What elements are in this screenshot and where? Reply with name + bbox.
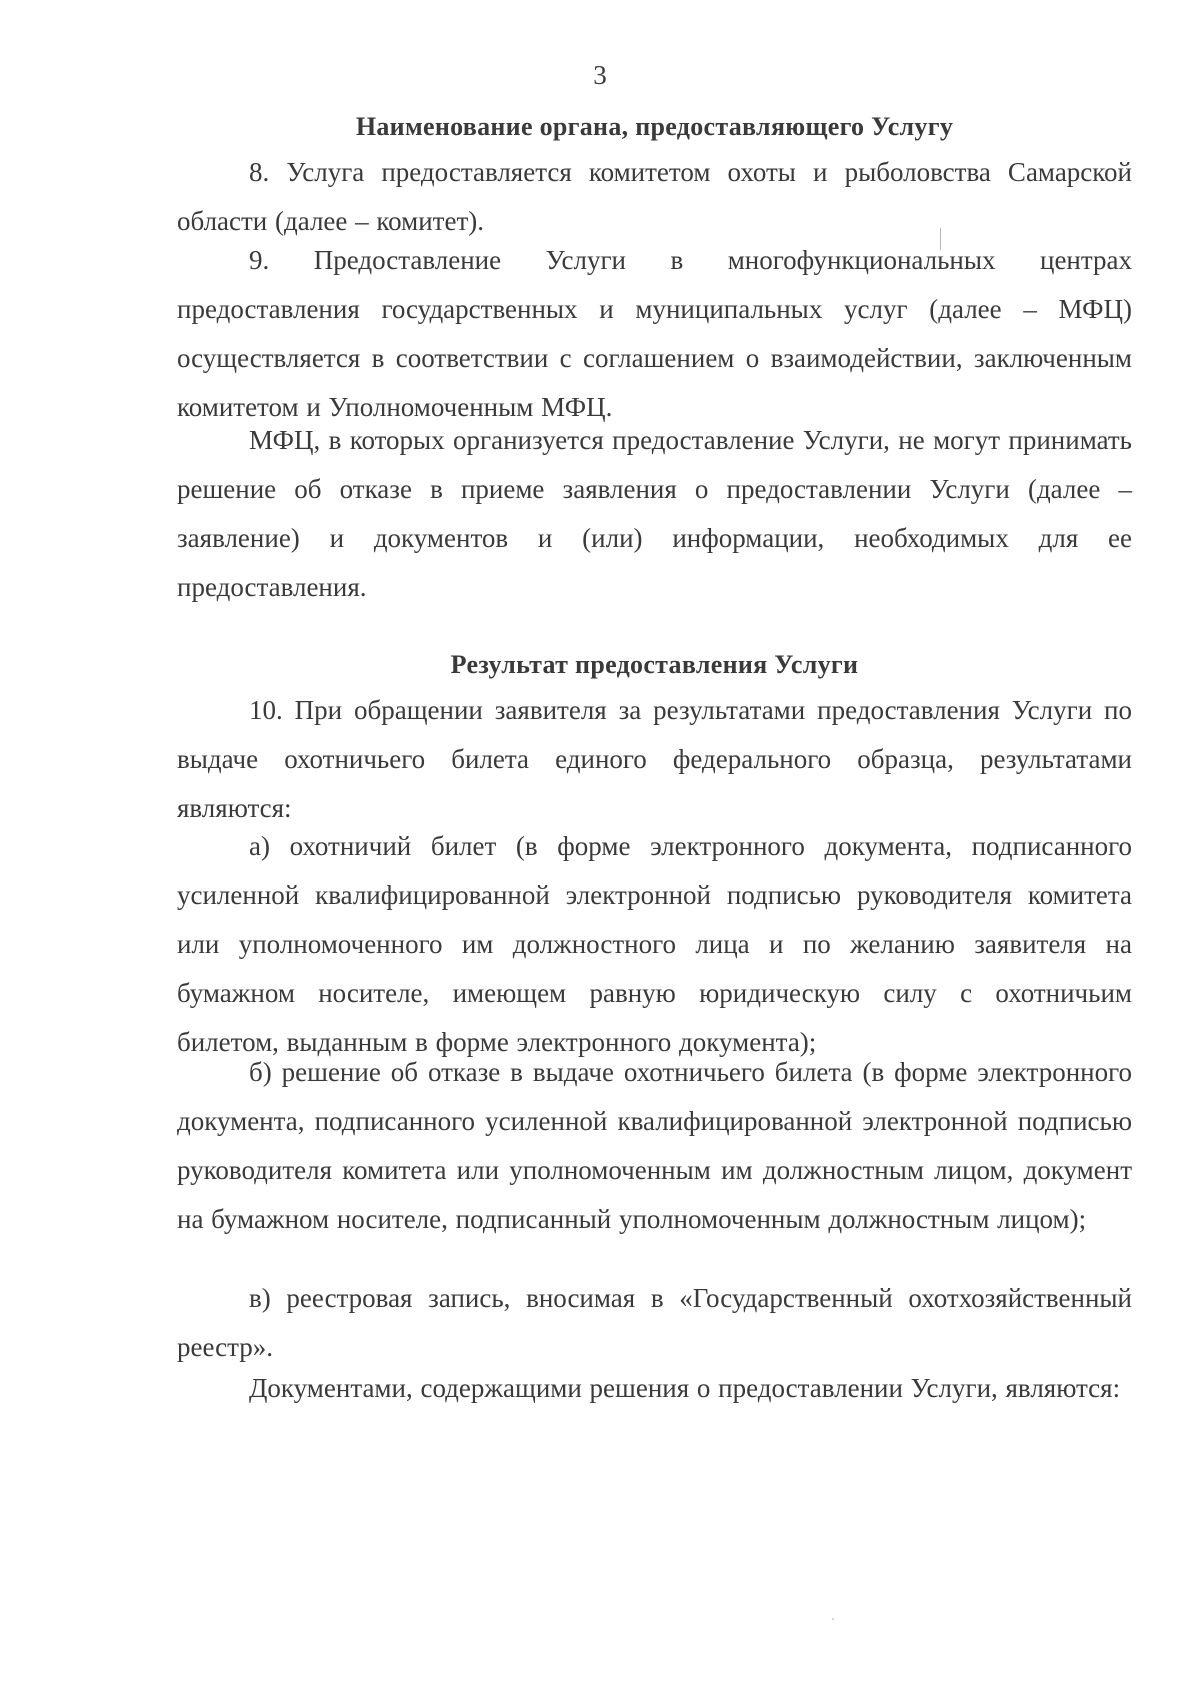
paragraph-10-a: а) охотничий билет (в форме электронного документа, подписанного усиленной квалифицированной электронной подписью руководителя комитета или уполномоченного им должностного лица и по желанию заявителя на бумажном носителе, имеющем равную юридическую силу с охотничьим билетом, выданным в форме электронного документа); [177, 831, 1132, 1057]
paragraph-mfc: МФЦ, в которых организуется предоставление Услуги, не могут принимать решение об отказе в приеме заявления о предоставлении Услуги (далее – заявление) и документов и (или) информации, необходимых для ее предоставления. [177, 425, 1132, 602]
paragraph-10-c: в) реестровая запись, вносимая в «Государственный охотхозяйственный реестр». [177, 1283, 1132, 1362]
scan-speck [832, 1618, 834, 1620]
paragraph-8: 8. Услуга предоставляется комитетом охоты и рыболовства Самарской области (далее – комитет). [177, 157, 1132, 236]
section-heading-result: Результат предоставления Услуги [450, 650, 859, 679]
page-number: 3 [593, 60, 607, 90]
paragraph-documents: Документами, содержащими решения о предоставлении Услуги, являются: [249, 1373, 1121, 1403]
paragraph-10: 10. При обращении заявителя за результатами предоставления Услуги по выдаче охотничьего билета единого федерального образца, результатами являются: [177, 695, 1132, 823]
paragraph-10-b: б) решение об отказе в выдаче охотничьего билета (в форме электронного документа, подписанного усиленной квалифицированной электронной подписью руководителя комитета или уполномоченным им должностным лицом, документ на бумажном носителе, подписанный уполномоченным должностным лицом); [177, 1057, 1132, 1234]
section-heading-authority: Наименование органа, предоставляющего Услугу [355, 112, 954, 141]
paragraph-9: 9. Предоставление Услуги в многофункциональных центрах предоставления государственных и муниципальных услуг (далее – МФЦ) осуществляется в соответствии с соглашением о взаимодействии, заключенным комитетом и Уполномоченным МФЦ. [177, 245, 1132, 422]
